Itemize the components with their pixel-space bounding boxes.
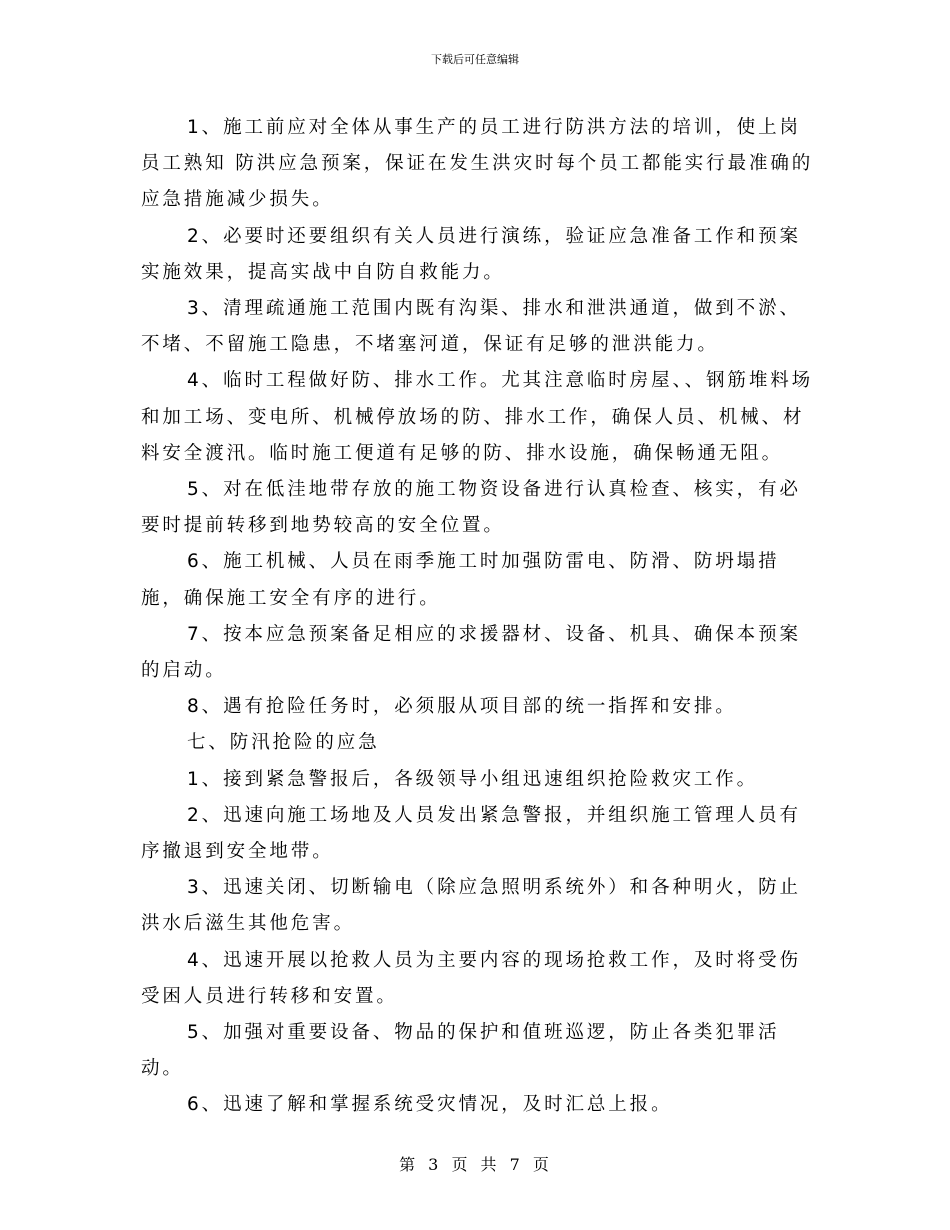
paragraph-response-2: 2、迅速向施工场地及人员发出紧急警报，并组织施工管理人员有序撤退到安全地带。 — [141, 804, 801, 863]
paragraph-prep-6: 6、施工机械、人员在雨季施工时加强防雷电、防滑、防坍塌措施，确保施工安全有序的进行。 — [141, 551, 780, 609]
page-header-note: 下载后可任意编辑 — [431, 53, 519, 66]
paragraph-prep-3: 3、清理疏通施工范围内既有沟渠、排水和泄洪通道，做到不淤、不堵、不留施工隐患，不堵塞河道，保证有足够的泄洪能力。 — [141, 298, 801, 356]
paragraph-prep-5: 5、对在低洼地带存放的施工物资设备进行认真检查、核实，有必要时提前转移到地势较高的安全位置。 — [141, 479, 801, 537]
paragraph-prep-4: 4、临时工程做好防、排水工作。尤其注意临时房屋、、钢筋堆料场和加工场、变电所、机械停放场的防、排水工作，确保人员、机械、材料安全渡汛。临时施工便道有足够的防、排水设施，确保畅通无阻。 — [141, 370, 814, 464]
page-number-footer: 第 3 页 共 7 页 — [399, 1155, 551, 1174]
paragraph-prep-7: 7、按本应急预案备足相应的求援器材、设备、机具、确保本预案的启动。 — [141, 623, 801, 682]
document-body — [141, 110, 821, 1124]
paragraph-response-1: 1、接到紧急警报后，各级领导小组迅速组织抢险救灾工作。 — [187, 768, 759, 790]
paragraph-response-3: 3、迅速关闭、切断输电（除应急照明系统外）和各种明火，防止洪水后滋生其他危害。 — [141, 877, 801, 935]
paragraph-prep-1: 1、施工前应对全体从事生产的员工进行防洪方法的培训，使上岗员工熟知 防洪应急预案，保证在发生洪灾时每个员工都能实行最准确的应急措施减少损失。 — [141, 117, 814, 211]
paragraph-response-5: 5、加强对重要设备、物品的保护和值班巡逻，防止各类犯罪活动。 — [141, 1022, 780, 1080]
section-heading: 七、防汛抢险的应急 — [187, 732, 380, 754]
paragraph-prep-2: 2、必要时还要组织有关人员进行演练，验证应急准备工作和预案实施效果，提高实战中自防自救能力。 — [141, 225, 801, 283]
paragraph-response-6: 6、迅速了解和掌握系统受灾情况，及时汇总上报。 — [187, 1094, 673, 1116]
paragraph-prep-8: 8、遇有抢险任务时，必须服从项目部的统一指挥和安排。 — [187, 696, 737, 718]
paragraph-response-4: 4、迅速开展以抢救人员为主要内容的现场抢救工作，及时将受伤受困人员进行转移和安置。 — [141, 949, 801, 1007]
